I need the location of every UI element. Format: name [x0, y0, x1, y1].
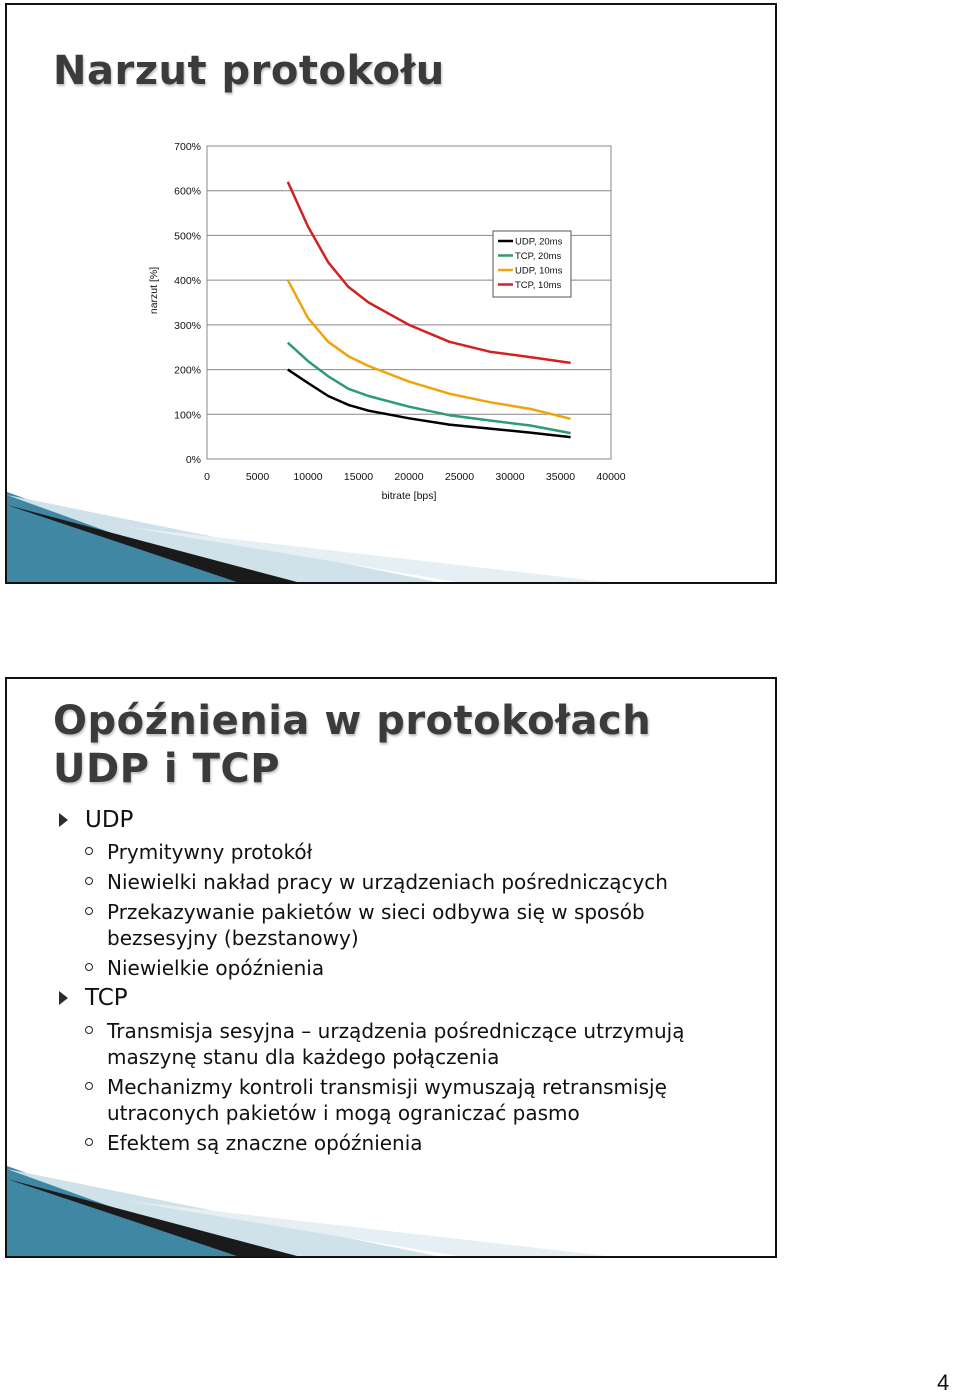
bullet-item — [59, 955, 759, 981]
x-tick-label: 15000 — [343, 471, 374, 483]
circle-bullet-icon — [85, 1026, 93, 1034]
triangle-bullet-icon — [59, 813, 68, 827]
bullet-text: Transmisja sesyjna – urządzenia pośredniczące utrzymują maszynę stanu dla każdego połączenia — [107, 1018, 685, 1069]
x-tick-label: 30000 — [495, 471, 525, 483]
x-axis-label: bitrate [bps] — [381, 490, 437, 502]
bullet-list — [59, 807, 759, 1160]
series-line — [288, 370, 571, 438]
bullet-text: Niewielkie opóźnienia — [107, 956, 325, 981]
y-tick-label: 0% — [185, 454, 201, 466]
circle-bullet-icon — [85, 1138, 93, 1146]
y-tick-label: 600% — [174, 185, 201, 198]
bullet-text: Przekazywanie pakietów w sieci odbywa się w sposób bezsesyjny (bezstanowy) — [107, 900, 645, 951]
slide-protocol-overhead — [5, 3, 777, 584]
y-tick-label: 200% — [174, 364, 201, 377]
bullet-heading-udp — [59, 807, 759, 833]
x-tick-label: 10000 — [293, 471, 323, 483]
bullet-item — [59, 839, 759, 865]
overhead-chart — [7, 5, 775, 525]
bullet-item — [59, 1074, 759, 1126]
y-tick-label: 100% — [174, 409, 201, 422]
y-tick-label: 700% — [174, 141, 201, 153]
bullet-text: Efektem są znaczne opóźnienia — [107, 1130, 423, 1155]
bullet-item — [59, 1018, 759, 1070]
x-tick-label: 35000 — [545, 471, 576, 483]
y-axis-label: narzut [%] — [148, 266, 160, 315]
circle-bullet-icon — [85, 907, 93, 915]
slide-decoration — [7, 487, 775, 582]
bullet-heading-tcp — [59, 985, 759, 1011]
legend-label: TCP, 20ms — [515, 251, 562, 262]
circle-bullet-icon — [85, 847, 93, 855]
page-number: 4 — [937, 1370, 950, 1395]
legend-label: UDP, 20ms — [515, 236, 563, 248]
circle-bullet-icon — [85, 963, 93, 971]
plot-area — [207, 146, 611, 459]
slide-latency — [5, 677, 777, 1258]
y-tick-label: 300% — [174, 319, 201, 332]
bullet-text: Prymitywny protokół — [107, 840, 313, 865]
slide-title: Narzut protokołu — [53, 48, 445, 94]
x-tick-label: 40000 — [596, 471, 626, 483]
x-tick-label: 25000 — [444, 471, 475, 483]
x-tick-label: 5000 — [245, 471, 270, 483]
legend-label: UDP, 10ms — [515, 265, 563, 277]
legend-label: TCP, 10ms — [515, 280, 562, 291]
triangle-bullet-icon — [59, 991, 68, 1005]
heading-text: UDP — [85, 807, 134, 833]
bullet-text: Niewielki nakład pracy w urządzeniach pośredniczących — [107, 870, 668, 895]
slide-decoration — [7, 1161, 775, 1256]
heading-text: TCP — [85, 985, 128, 1012]
bullet-item — [59, 1130, 759, 1156]
circle-bullet-icon — [85, 877, 93, 885]
slide-title: Opóźnienia w protokołach UDP i TCP — [53, 698, 652, 792]
circle-bullet-icon — [85, 1082, 93, 1090]
x-tick-label: 0 — [204, 471, 210, 483]
y-tick-label: 400% — [174, 275, 201, 288]
bullet-text: Mechanizmy kontroli transmisji wymuszają retransmisję utraconych pakietów i mogą ograniczać pasmo — [107, 1074, 667, 1125]
x-tick-label: 20000 — [394, 471, 424, 483]
bullet-item — [59, 899, 759, 951]
y-tick-label: 500% — [174, 230, 201, 243]
bullet-item — [59, 869, 759, 895]
